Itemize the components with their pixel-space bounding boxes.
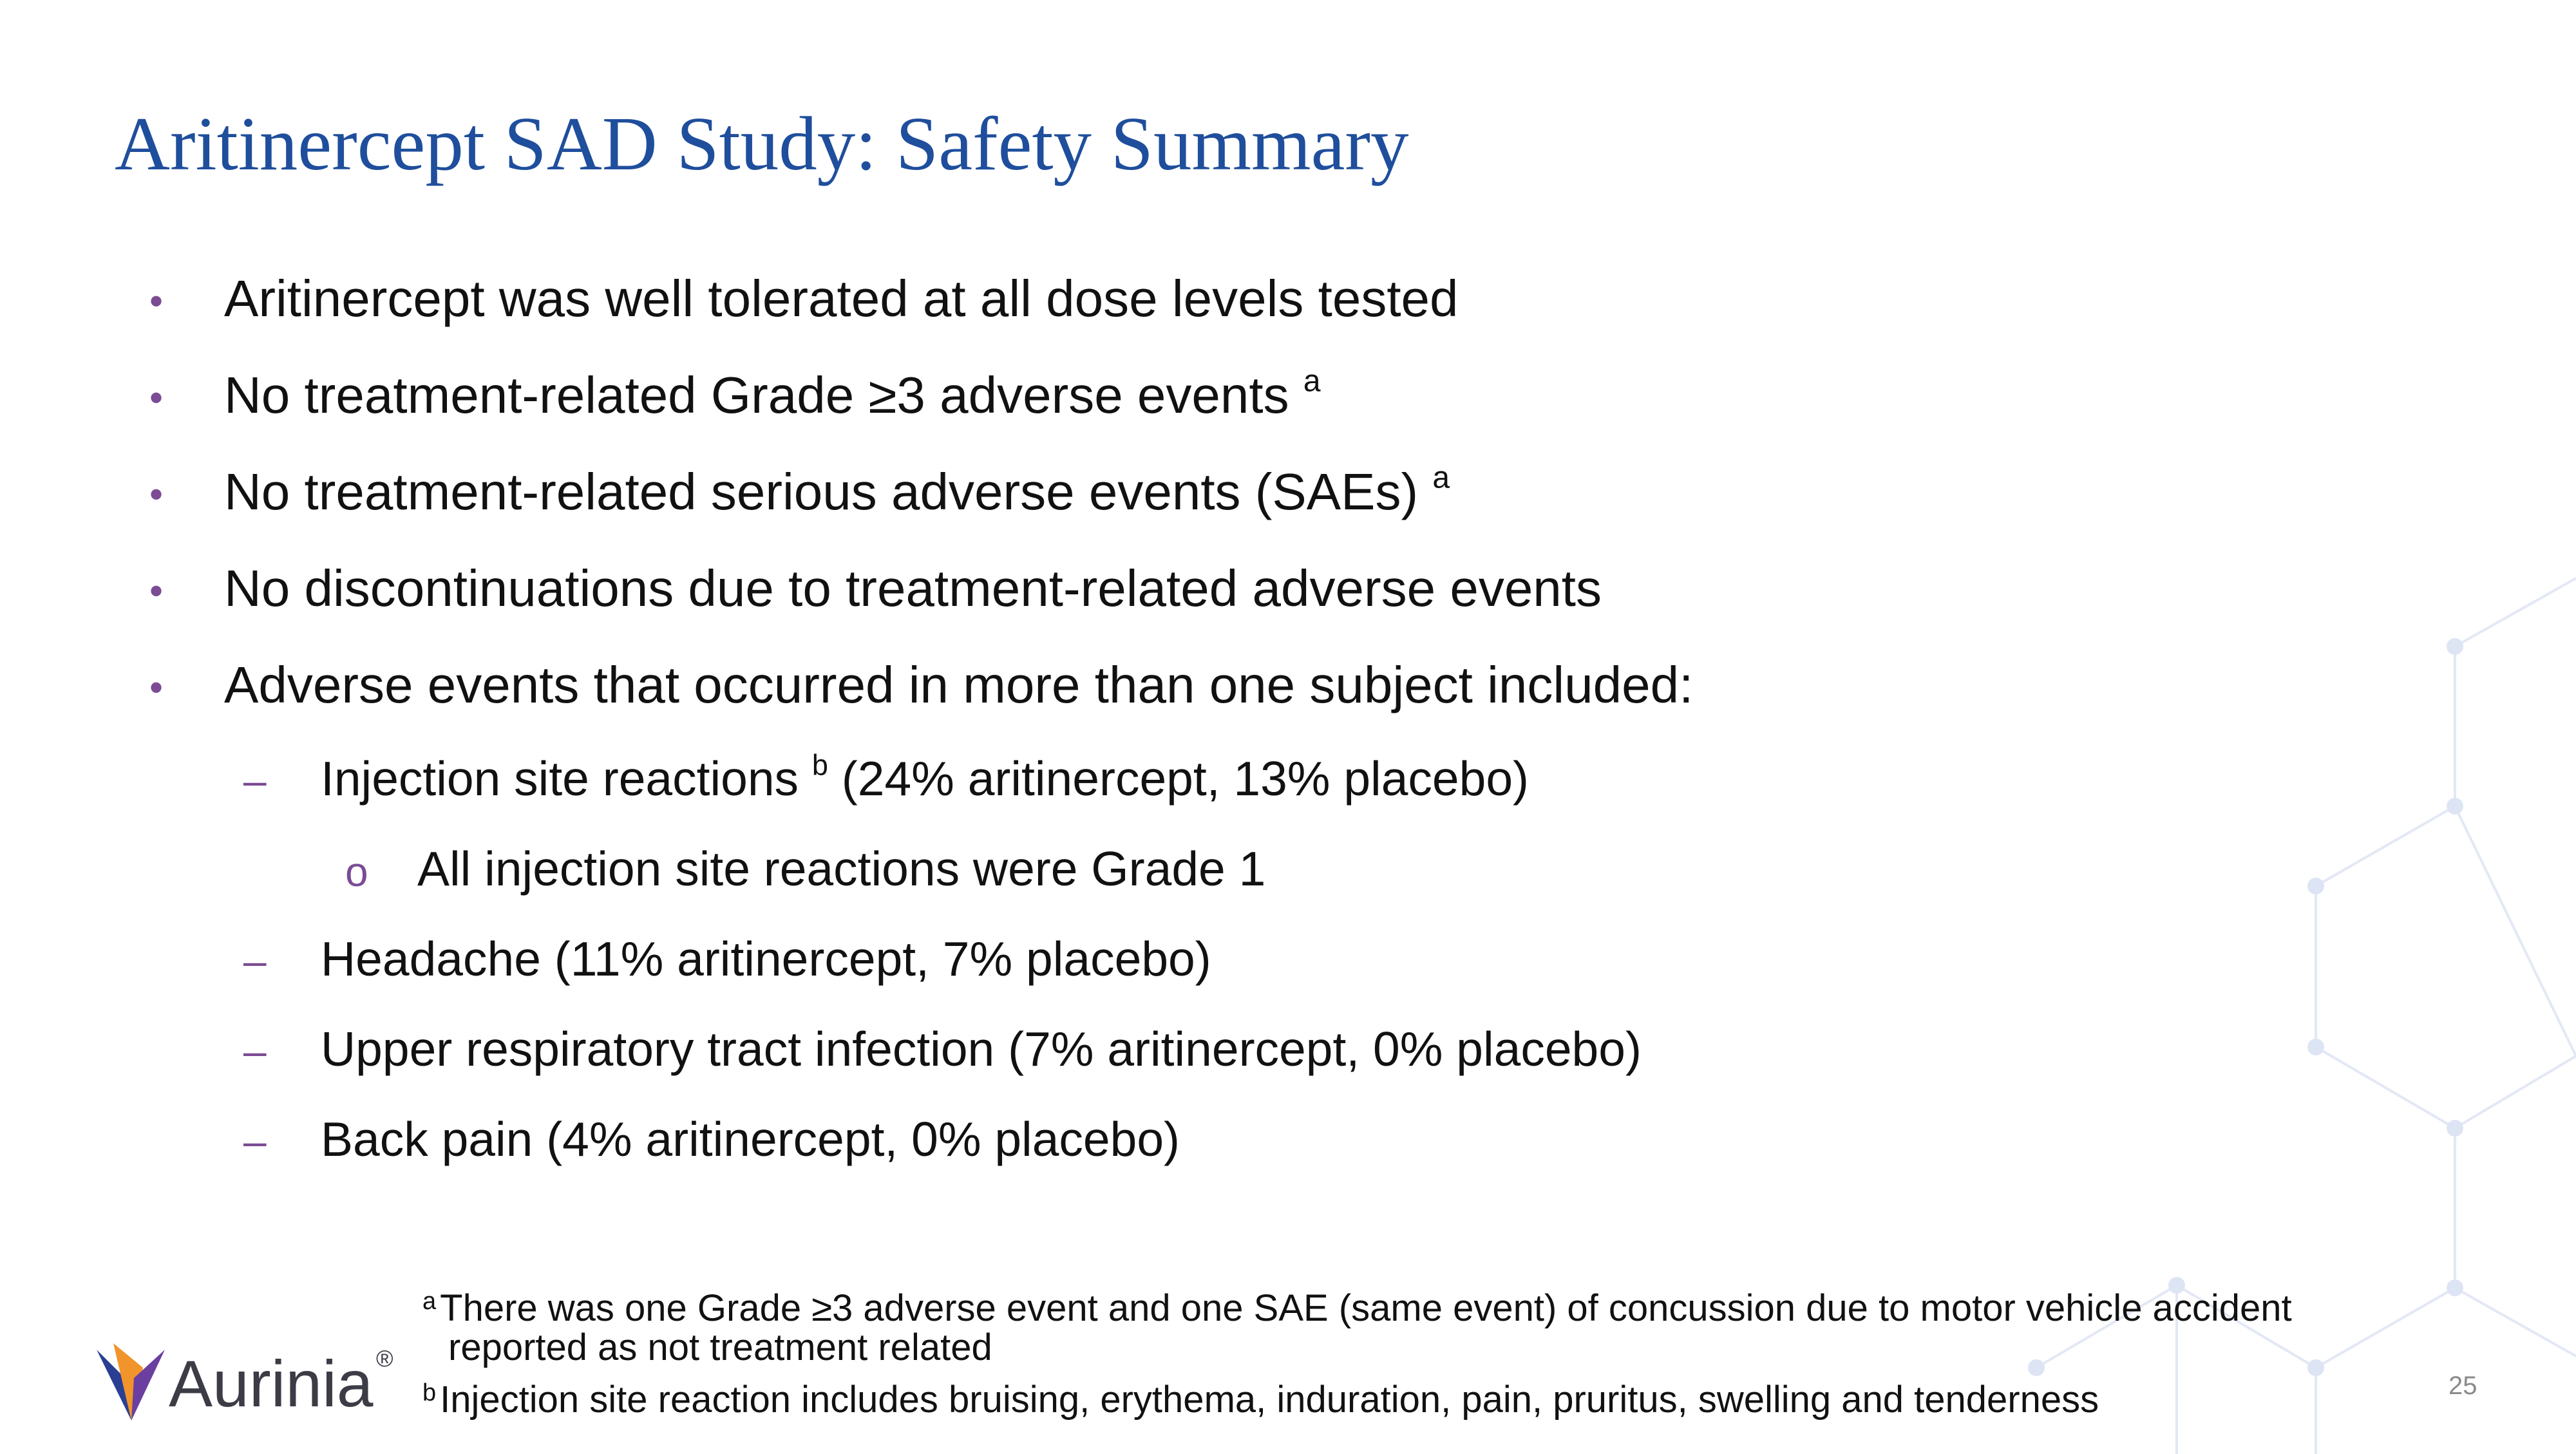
footnote-b-mark: b — [422, 1379, 437, 1406]
sub-sub-bullet-text: All injection site reactions were Grade 1 — [417, 842, 1266, 896]
bullet-1 — [224, 267, 1459, 331]
sub-bullet-2-text: Headache (11% aritinercept, 7% placebo) — [321, 932, 1211, 986]
hex-node — [2447, 798, 2463, 815]
bullet-marker-2: • — [149, 376, 164, 419]
hex-node — [2447, 638, 2463, 655]
sub-bullet-marker-1: – — [243, 757, 267, 804]
page-number: 25 — [2448, 1372, 2477, 1400]
hex-node — [2447, 1120, 2463, 1137]
bullet-3-text: No treatment-related serious adverse events (SAEs) — [224, 463, 1419, 520]
slide-title: Aritinercept SAD Study: Safety Summary — [115, 101, 1409, 186]
bullet-marker-1: • — [149, 279, 164, 323]
hex-node — [2307, 1359, 2324, 1376]
bullet-5-text: Adverse events that occurred in more than one subject included: — [224, 656, 1694, 713]
sub-bullet-headache — [321, 929, 1211, 990]
sub-bullet-injection-site — [321, 748, 1529, 809]
footnote-a-continued — [448, 1325, 992, 1370]
logo-wordmark: Aurinia — [169, 1347, 374, 1421]
bullet-2 — [224, 363, 1321, 428]
hex-node — [2307, 1039, 2324, 1055]
bullet-4-text: No discontinuations due to treatment-related adverse events — [224, 560, 1602, 617]
footnote-a-line-1: There was one Grade ≥3 adverse event and one SAE (same event) of concussion due to motor vehicle accident — [440, 1287, 2292, 1329]
bullet-3 — [224, 460, 1450, 524]
footnote-b — [422, 1370, 2099, 1422]
hex-node — [2307, 878, 2324, 894]
footnote-a-line-2: reported as not treatment related — [448, 1327, 992, 1368]
sub-bullet-marker-4: – — [243, 1118, 267, 1164]
bullet-1-text: Aritinercept was well tolerated at all dose levels tested — [224, 270, 1459, 327]
sub-sub-bullet-marker: o — [345, 849, 368, 895]
aurinia-logo — [95, 1337, 404, 1427]
footnote-ref-b: b — [811, 748, 828, 782]
sub-bullet-marker-2: – — [243, 938, 267, 984]
bullet-5 — [224, 653, 1693, 717]
sub-sub-bullet-grade-1 — [417, 838, 1265, 900]
bullet-marker-3: • — [149, 473, 164, 516]
footnote-b-text: Injection site reaction includes bruising, erythema, induration, pain, pruritus, swelling and tenderness — [440, 1379, 2099, 1421]
footnote-a-mark: a — [422, 1288, 437, 1315]
logo-registered-mark: ® — [376, 1345, 393, 1372]
bullet-4 — [224, 556, 1602, 621]
sub-bullet-urti — [321, 1019, 1642, 1080]
bullet-marker-5: • — [149, 666, 164, 709]
footnote-ref-a: a — [1303, 364, 1321, 399]
hex-node — [2447, 1279, 2463, 1296]
sub-bullet-marker-3: – — [243, 1028, 267, 1074]
footnote-ref-a: a — [1432, 460, 1450, 495]
sub-bullet-back-pain — [321, 1109, 1180, 1170]
sub-bullet-1-text-before: Injection site reactions — [321, 751, 799, 806]
bullet-marker-4: • — [149, 569, 164, 612]
sub-bullet-4-text: Back pain (4% aritinercept, 0% placebo) — [321, 1112, 1180, 1166]
sub-bullet-1-text-after: (24% aritinercept, 13% placebo) — [841, 751, 1530, 806]
bullet-2-text: No treatment-related Grade ≥3 adverse events — [224, 366, 1289, 424]
aurinia-logo-mark-icon — [95, 1341, 166, 1424]
sub-bullet-3-text: Upper respiratory tract infection (7% aritinercept, 0% placebo) — [321, 1022, 1642, 1076]
footnote-a — [422, 1279, 2292, 1331]
